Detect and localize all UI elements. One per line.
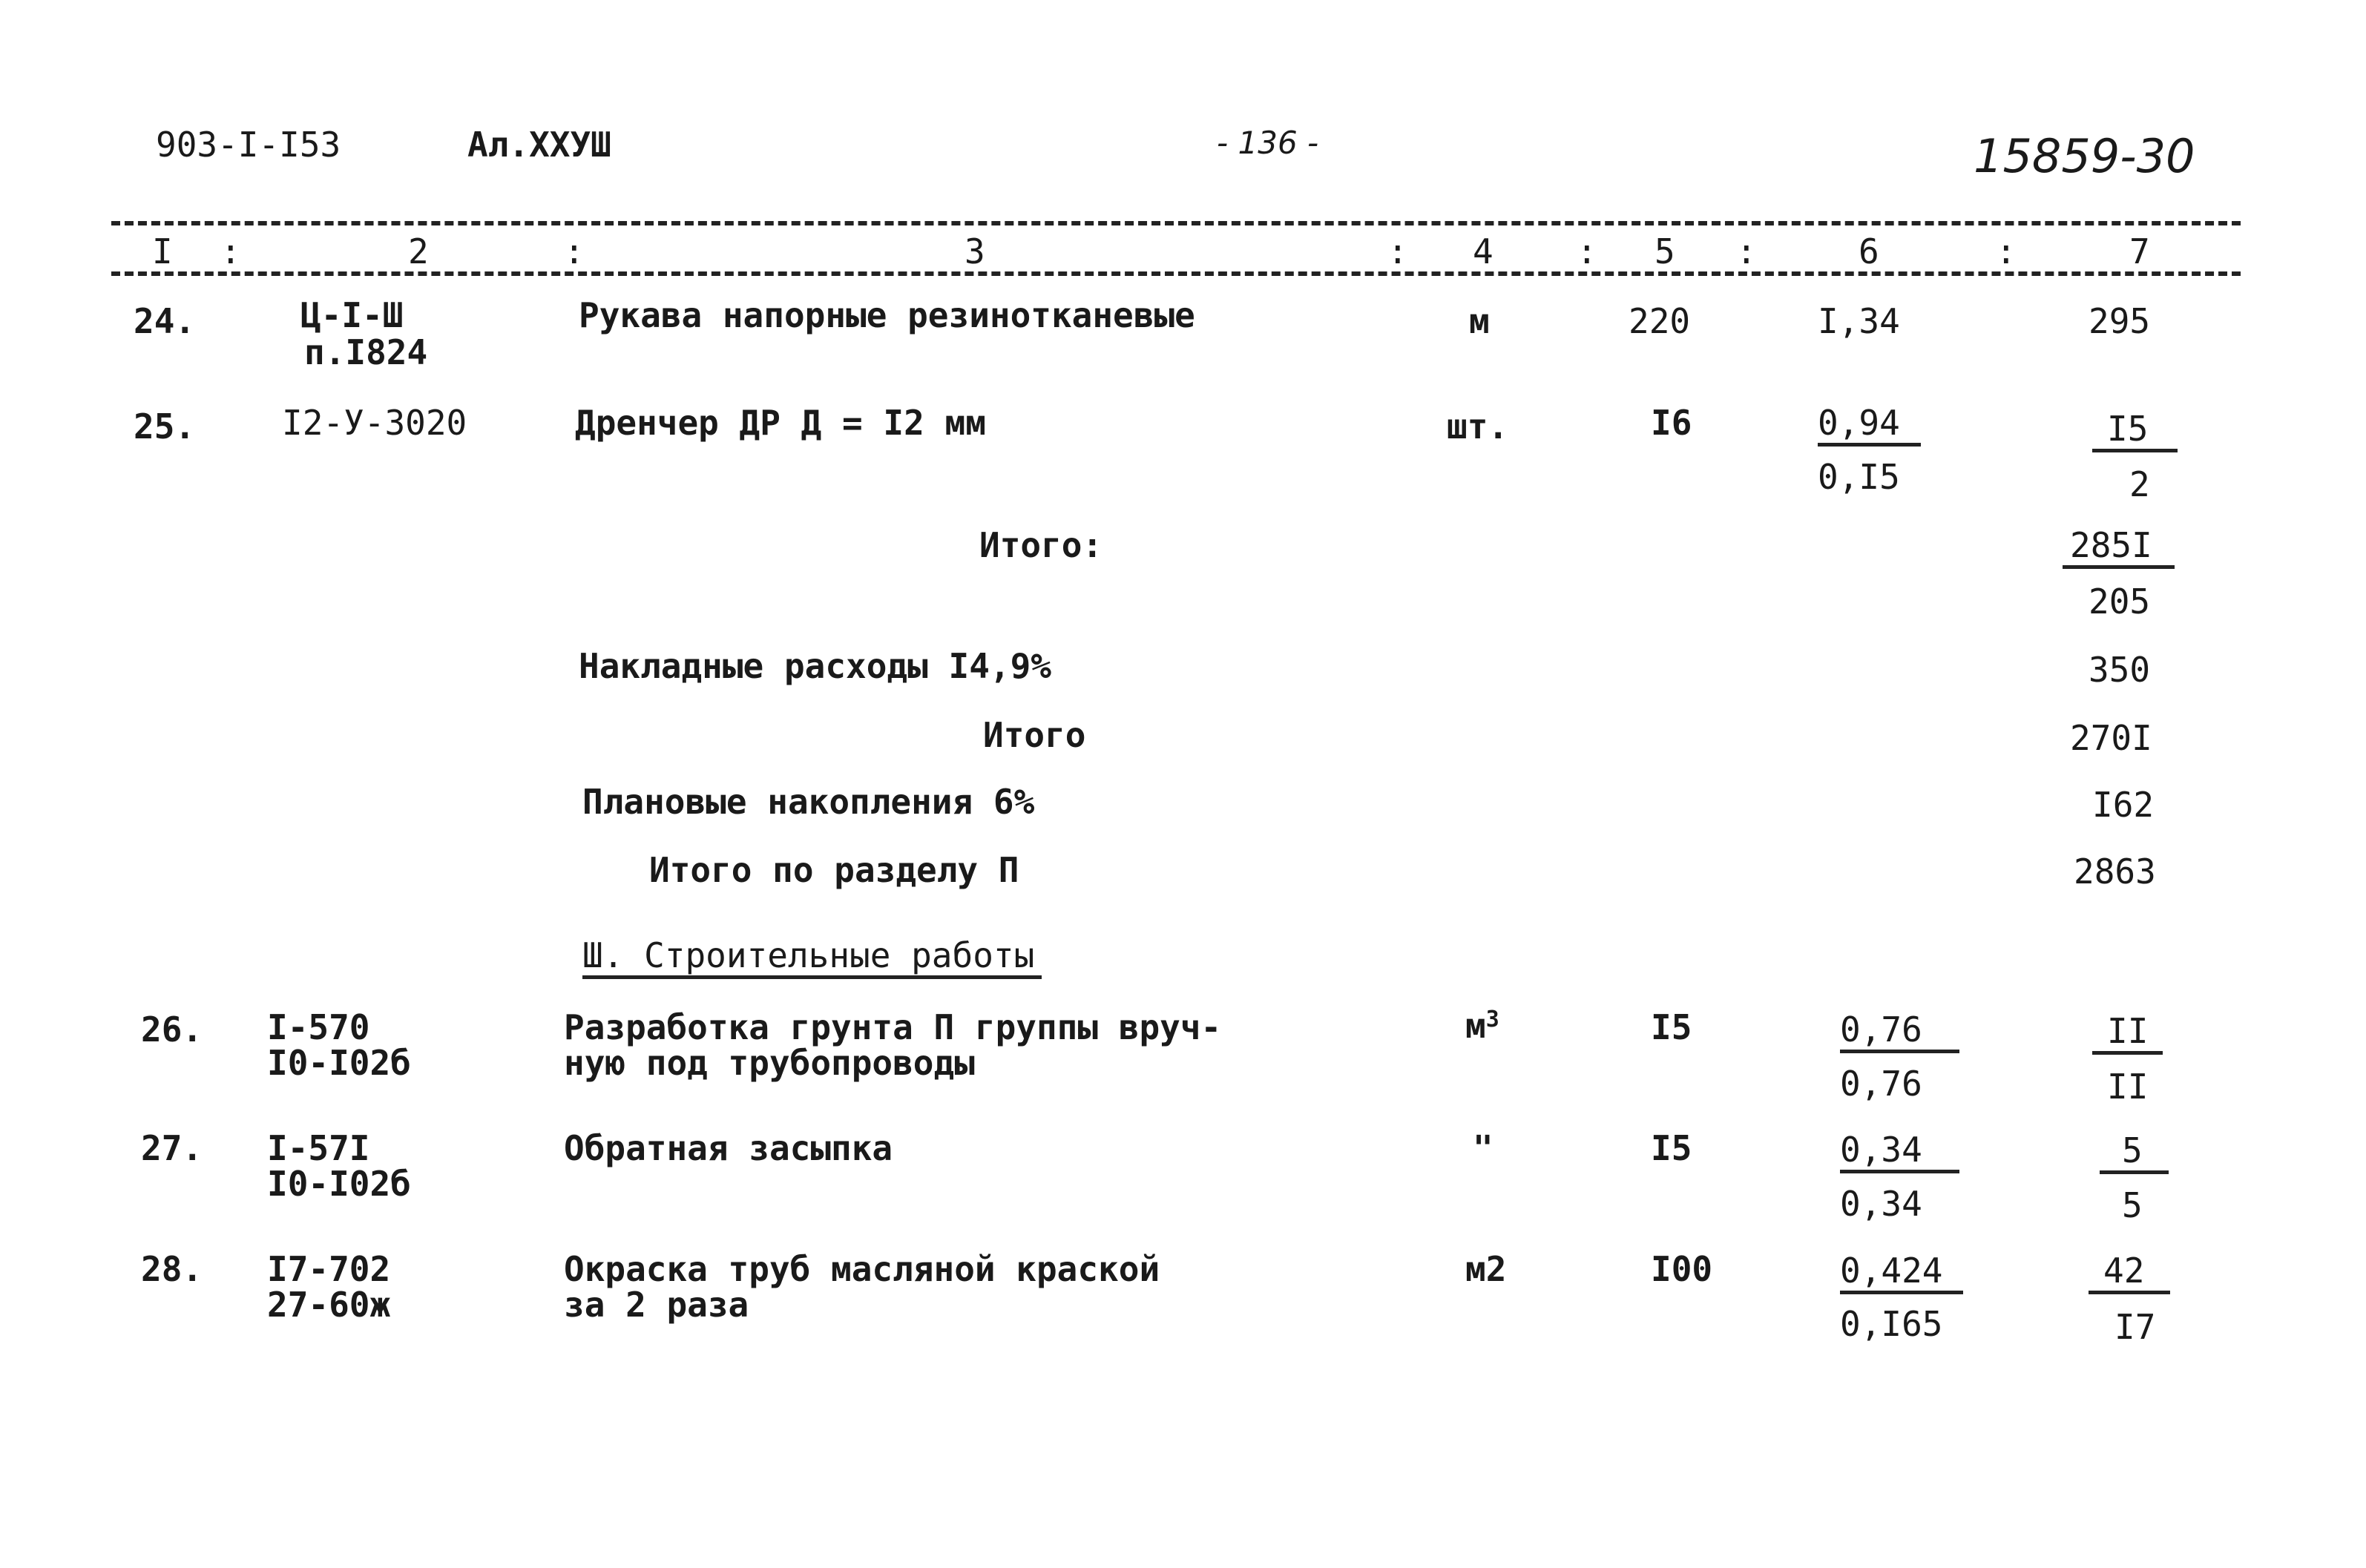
row-total-bottom: II	[2107, 1067, 2149, 1107]
row-name: Разработка грунта П группы вруч-	[564, 1007, 1222, 1047]
row-code: I-57I	[267, 1128, 370, 1168]
column-header-7: 7	[2129, 231, 2150, 271]
row-unit	[1465, 1006, 1499, 1046]
row-unit: шт.	[1447, 406, 1509, 447]
row-unit: м2	[1465, 1249, 1507, 1289]
page-number: - 136 -	[1217, 125, 1319, 161]
row-total-bottom: 5	[2122, 1185, 2143, 1225]
document-code: 903-I-I53	[156, 125, 341, 165]
column-header-2: 2	[408, 231, 429, 271]
row-code: I-570	[267, 1007, 370, 1047]
row-price: I,34	[1818, 301, 1900, 341]
subtotal-top: 285I	[2063, 528, 2175, 569]
header-rule-bottom	[111, 271, 2241, 276]
column-header-1: I	[152, 231, 173, 271]
column-separator: :	[220, 231, 241, 271]
row-unit: "	[1473, 1128, 1493, 1168]
column-separator: :	[1387, 231, 1408, 271]
row-total-top: I5	[2092, 412, 2178, 452]
registration-stamp: 15859-30	[1974, 129, 2195, 183]
header-rule-top	[111, 221, 2241, 225]
row-price-bottom: 0,34	[1840, 1184, 1922, 1224]
row-total-top: 5	[2100, 1133, 2169, 1174]
column-separator: :	[1577, 231, 1597, 271]
row-total-top: 42	[2089, 1254, 2170, 1294]
row-name: Окраска труб масляной краской	[564, 1249, 1160, 1289]
row-name: Рукава напорные резинотканевые	[579, 295, 1195, 335]
row-name: Дренчер ДР Д = I2 мм	[575, 403, 986, 443]
total-label: Итого	[983, 715, 1086, 755]
row-price-top: 0,34	[1840, 1133, 1959, 1173]
section-total-value: 2863	[2074, 851, 2156, 892]
row-name: за 2 раза	[564, 1285, 749, 1325]
unit-superscript: 3	[1485, 1007, 1499, 1032]
column-separator: :	[564, 231, 585, 271]
row-name: ную под трубопроводы	[564, 1043, 975, 1083]
row-total: 295	[2089, 301, 2151, 341]
album-number: Ал.XXУШ	[467, 125, 611, 165]
row-price-top: 0,424	[1840, 1254, 1963, 1294]
column-header-5: 5	[1654, 231, 1675, 271]
row-price-top: 0,76	[1840, 1012, 1959, 1053]
column-separator: :	[1996, 231, 2017, 271]
subtotal-bottom: 205	[2089, 582, 2151, 622]
row-price-bottom: 0,I5	[1818, 457, 1900, 497]
row-code: I2-У-3020	[282, 403, 467, 443]
row-code: Ц-I-Ш	[300, 295, 404, 335]
row-code: I7-702	[267, 1249, 391, 1289]
row-quantity: I00	[1651, 1249, 1713, 1289]
row-total-bottom: I7	[2114, 1307, 2156, 1347]
row-number: 25.	[134, 406, 196, 447]
row-total-top: II	[2092, 1014, 2163, 1055]
row-quantity: 220	[1629, 301, 1691, 341]
row-price-bottom: 0,76	[1840, 1064, 1922, 1104]
section-total-label: Итого по разделу П	[649, 850, 1019, 890]
column-separator: :	[1736, 231, 1757, 271]
section-title: Ш. Строительные работы	[582, 938, 1042, 979]
row-number: 24.	[134, 301, 196, 341]
row-number: 27.	[141, 1128, 203, 1168]
row-quantity: I6	[1651, 403, 1692, 443]
column-header-4: 4	[1473, 231, 1493, 271]
column-header-3: 3	[965, 231, 985, 271]
total-value: 270I	[2070, 718, 2152, 758]
row-price-top: 0,94	[1818, 406, 1921, 447]
row-quantity: I5	[1651, 1128, 1692, 1168]
row-unit: м	[1469, 301, 1490, 341]
row-number: 26.	[141, 1009, 203, 1050]
row-quantity: I5	[1651, 1007, 1692, 1047]
overhead-label: Накладные расходы I4,9%	[579, 646, 1051, 686]
column-header-6: 6	[1859, 231, 1879, 271]
row-code: I0-I02б	[267, 1043, 411, 1083]
row-price-bottom: 0,I65	[1840, 1304, 1943, 1344]
planned-savings-label: Плановые накопления 6%	[582, 782, 1035, 822]
row-code: п.I824	[304, 332, 428, 372]
unit-text: м	[1465, 1006, 1486, 1046]
subtotal-label: Итого:	[979, 525, 1103, 565]
planned-savings-value: I62	[2092, 785, 2155, 825]
overhead-value: 350	[2089, 650, 2151, 690]
row-total-bottom: 2	[2129, 464, 2150, 504]
row-name: Обратная засыпка	[564, 1128, 893, 1168]
row-number: 28.	[141, 1249, 203, 1289]
row-code: 27-60ж	[267, 1285, 391, 1325]
row-code: I0-I02б	[267, 1164, 411, 1204]
